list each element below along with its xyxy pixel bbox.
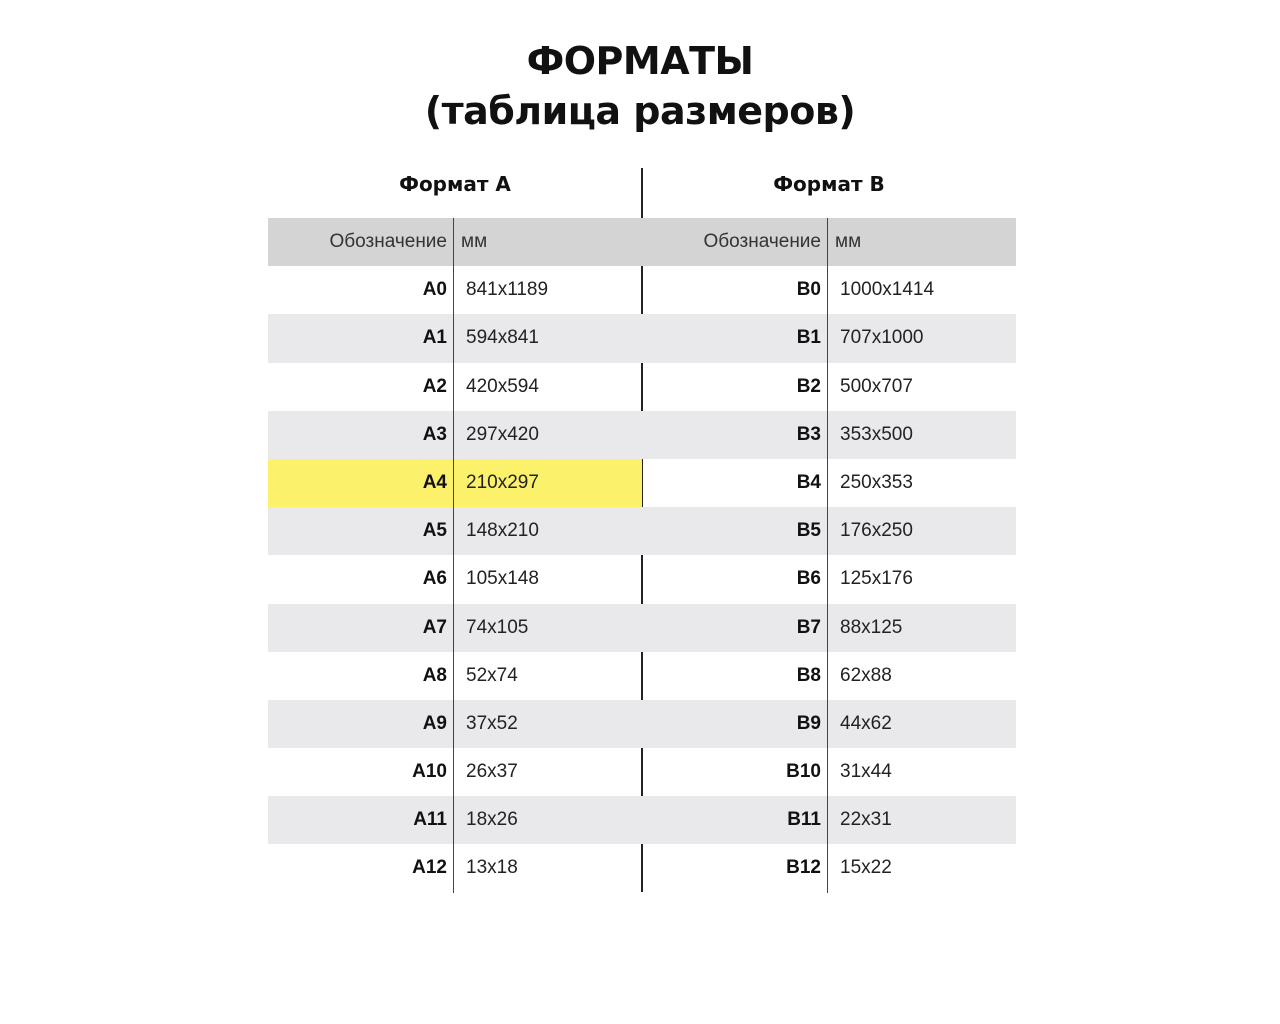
table-row [268,314,642,362]
row-mm: 62x88 [840,664,892,686]
row-mm: 148x210 [466,520,539,542]
header-mm: мм [461,231,488,252]
row-name: A7 [268,604,454,652]
row-name: B8 [642,652,828,700]
row-name: B0 [642,266,828,314]
row-mm: 26x37 [466,761,518,783]
table-row [268,844,642,892]
row-mm: 176x250 [840,520,913,542]
page-title-line-1: ФОРМАТЫ [526,39,754,83]
row-name: A3 [268,411,454,459]
format-a-title: Формат А [399,172,511,196]
table-row [642,459,1016,507]
row-mm: 594x841 [466,327,539,349]
row-name: A12 [268,844,454,892]
header-designation: Обозначение [642,218,828,266]
row-mm: 297x420 [466,423,539,445]
row-mm: 74x105 [466,616,529,638]
row-name: A11 [268,796,454,844]
row-name: B12 [642,844,828,892]
row-mm: 37x52 [466,712,518,734]
table-row [268,700,642,748]
row-mm: 44x62 [840,712,892,734]
table-row [268,363,642,411]
table-row [642,604,1016,652]
row-mm: 15x22 [840,857,892,879]
table-row [642,363,1016,411]
table-row [268,796,642,844]
row-mm: 250x353 [840,471,913,493]
row-mm: 1000x1414 [840,279,935,301]
row-mm: 420x594 [466,375,539,397]
row-mm: 500x707 [840,375,913,397]
row-name: A6 [268,555,454,603]
row-mm: 353x500 [840,423,913,445]
row-name: A1 [268,314,454,362]
row-name: B5 [642,507,828,555]
row-mm: 105x148 [466,568,539,590]
table-row [642,652,1016,700]
table-row [268,652,642,700]
format-b-title: Формат В [773,172,885,196]
table-row [268,507,642,555]
table-row [642,700,1016,748]
table-row [268,411,642,459]
table-row [642,314,1016,362]
row-name: B11 [642,796,828,844]
row-mm: 52x74 [466,664,518,686]
row-name: A0 [268,266,454,314]
row-name: B3 [642,411,828,459]
table-row [642,507,1016,555]
header-designation: Обозначение [268,218,454,266]
row-mm: 707x1000 [840,327,924,349]
table-row [642,796,1016,844]
table-header-row [268,218,642,266]
format-b-table [642,218,1016,893]
row-name: A9 [268,700,454,748]
row-name: A10 [268,748,454,796]
page-title [0,36,1280,136]
row-mm: 841x1189 [466,279,549,301]
row-mm: 125x176 [840,568,913,590]
row-name: A4 [268,459,454,507]
row-mm: 31x44 [840,761,892,783]
row-name: B1 [642,314,828,362]
table-header-row [642,218,1016,266]
row-name: B7 [642,604,828,652]
table-row [268,555,642,603]
row-name: A5 [268,507,454,555]
table-row [268,748,642,796]
table-row-highlighted [268,459,642,507]
table-row [268,266,642,314]
row-mm: 13x18 [466,857,518,879]
table-row [642,844,1016,892]
row-name: B4 [642,459,828,507]
table-row [642,266,1016,314]
row-name: B2 [642,363,828,411]
row-name: B9 [642,700,828,748]
header-mm: мм [835,231,862,252]
row-mm: 210x297 [466,471,539,493]
row-name: A2 [268,363,454,411]
row-name: A8 [268,652,454,700]
table-row [642,411,1016,459]
table-row [268,604,642,652]
row-mm: 22x31 [840,809,892,831]
row-mm: 18x26 [466,809,518,831]
row-mm: 88x125 [840,616,903,638]
format-a-table [268,218,642,893]
row-name: B10 [642,748,828,796]
table-row [642,555,1016,603]
row-name: B6 [642,555,828,603]
page-title-line-2: (таблица размеров) [424,89,856,133]
table-row [642,748,1016,796]
